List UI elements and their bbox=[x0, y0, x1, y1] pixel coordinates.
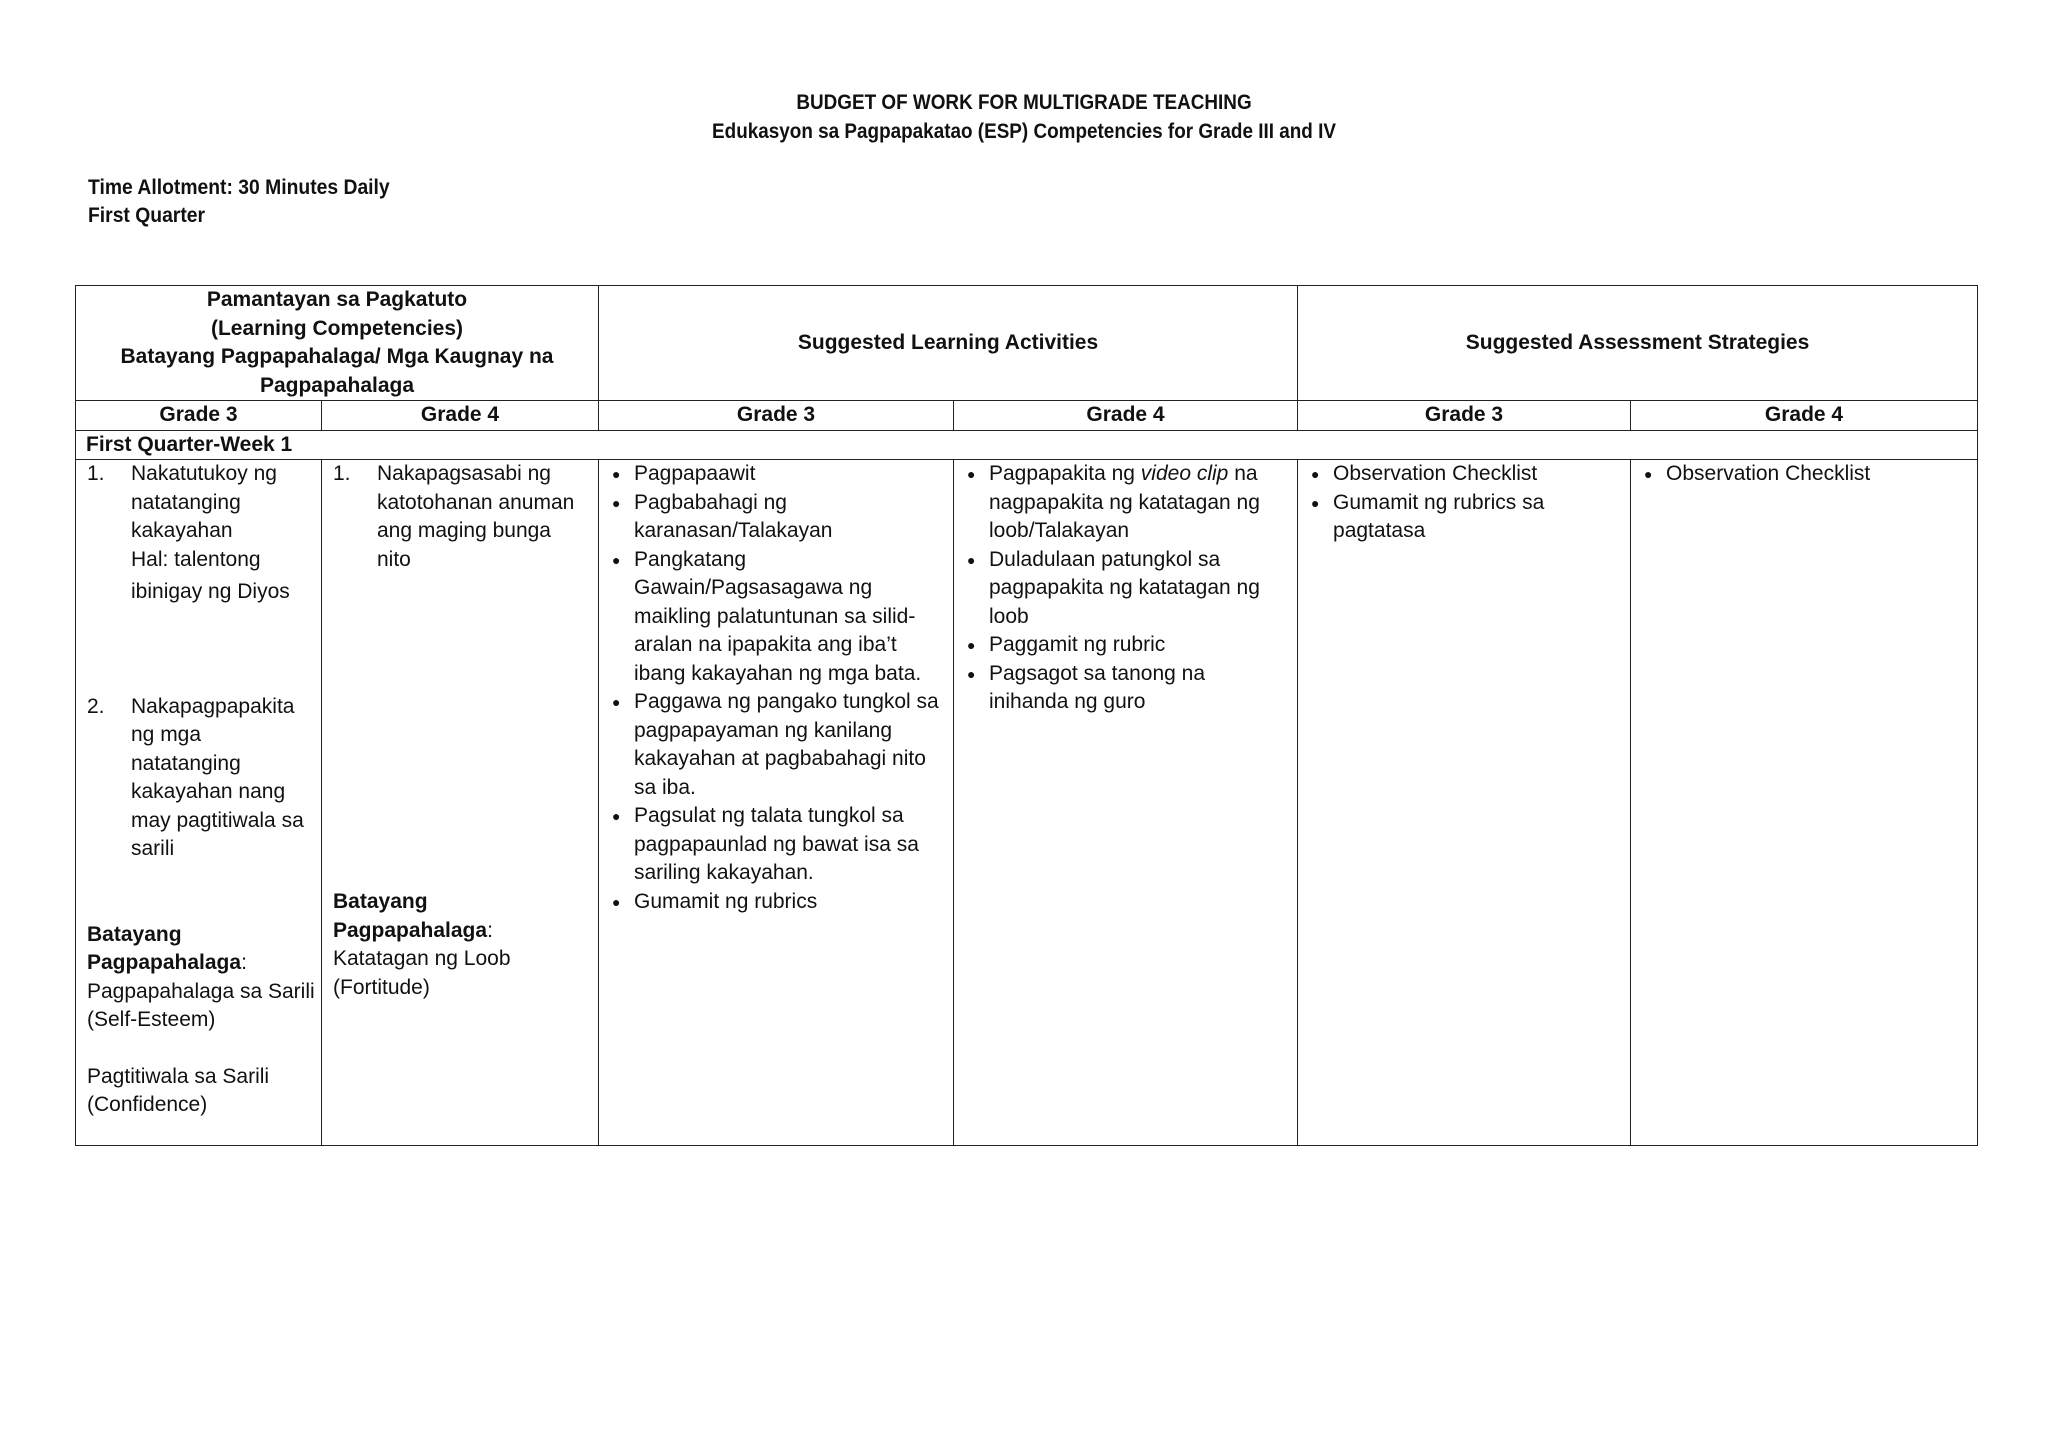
item-number: 1. bbox=[87, 462, 105, 485]
list-item: ● Pagsagot sa tanong na inihanda ng guro bbox=[967, 661, 1206, 713]
list-item: ● Pagbabahagi ng karanasan/Talakayan bbox=[612, 490, 833, 542]
competency-text: Nakapagsasabi ng katotohanan anuman ang maging bunga nito bbox=[377, 462, 575, 571]
competency-example-cont: ibinigay ng Diyos bbox=[131, 580, 290, 603]
list-item: ● Paggamit ng rubric bbox=[967, 633, 1166, 656]
list-item: ● Pagsulat ng talata tungkol sa pagpapaunlad ng bawat isa sa sariling kakayahan. bbox=[612, 804, 919, 884]
core-value-colon: : bbox=[487, 918, 493, 942]
competencies-grade4-cell bbox=[322, 460, 599, 1146]
core-value bbox=[333, 888, 590, 945]
header-competencies-line2: (Learning Competencies) bbox=[210, 316, 464, 340]
grade-header: Grade 3 bbox=[599, 401, 954, 431]
list-item: ● Gumamit ng rubrics sa pagtatasa bbox=[1311, 490, 1545, 542]
header-competencies-line1: Pamantayan sa Pagkatuto bbox=[206, 288, 468, 311]
grade-header: Grade 4 bbox=[1631, 401, 1978, 431]
document-meta bbox=[88, 174, 416, 230]
budget-of-work-table bbox=[75, 285, 1978, 1146]
activities-grade3-cell bbox=[599, 460, 954, 1146]
list-item: ● Duladulaan patungkol sa pagpapakita ng katatagan ng loob bbox=[967, 547, 1260, 628]
grade-header: Grade 3 bbox=[1298, 401, 1631, 431]
week-row bbox=[76, 430, 1978, 460]
activities-grade4-cell bbox=[954, 460, 1298, 1146]
assessment-list bbox=[1311, 460, 1622, 546]
competency-list bbox=[87, 693, 315, 864]
activity-list bbox=[612, 460, 945, 916]
competency-text: Nakapagpapakita ng mga natatanging kakayahan nang may pagtitiwala sa sarili bbox=[131, 694, 304, 860]
item-number: 2. bbox=[87, 694, 105, 718]
core-value-item: Pagpapahalaga sa Sarili (Self-Esteem) bbox=[87, 979, 315, 1031]
list-item: ● Pagpapakita ng video clip na nagpapakita ng katatagan ng loob/Talakayan bbox=[967, 462, 1260, 542]
core-value-item: Pagtitiwala sa Sarili (Confidence) bbox=[87, 1064, 270, 1116]
competencies-grade3-cell bbox=[76, 460, 322, 1146]
activity-list bbox=[967, 460, 1289, 717]
core-value-colon: : bbox=[241, 951, 247, 974]
week-label: First Quarter-Week 1 bbox=[76, 430, 1978, 460]
grade-header: Grade 3 bbox=[76, 401, 322, 431]
core-value bbox=[87, 921, 315, 978]
list-item: ● Observation Checklist bbox=[1311, 462, 1538, 485]
list-item: ● Pagpapaawit bbox=[612, 462, 756, 485]
core-value-label: Batayang Pagpapahalaga bbox=[333, 890, 488, 942]
quarter-label: First Quarter bbox=[88, 204, 206, 227]
competency-example: Hal: talentong bbox=[131, 547, 261, 571]
header-competencies-line3: Batayang Pagpapahalaga/ Mga Kaugnay na Pagpapahalaga bbox=[120, 345, 554, 397]
grade-header: Grade 4 bbox=[954, 401, 1298, 431]
core-value-item: Katatagan ng Loob (Fortitude) bbox=[333, 947, 511, 999]
page-header bbox=[0, 88, 2048, 146]
assessment-grade4-cell bbox=[1631, 460, 1978, 1146]
grade-header: Grade 4 bbox=[322, 401, 599, 431]
competency-list bbox=[333, 460, 590, 574]
core-value-label: Batayang Pagpapahalaga bbox=[87, 922, 242, 974]
list-item bbox=[333, 460, 590, 574]
grade-header-row bbox=[76, 401, 1978, 431]
list-item bbox=[87, 693, 315, 864]
content-row bbox=[76, 460, 1978, 1146]
list-item: ● Gumamit ng rubrics bbox=[612, 889, 818, 913]
header-competencies bbox=[76, 286, 599, 401]
time-allotment: Time Allotment: 30 Minutes Daily bbox=[88, 176, 390, 199]
list-item: ● Paggawa ng pangako tungkol sa pagpapayaman ng kanilang kakayahan at pagbabahagi nito sa iba. bbox=[612, 690, 939, 799]
competency-list bbox=[87, 460, 315, 607]
list-item: ● Observation Checklist bbox=[1644, 462, 1871, 485]
table-header-row bbox=[76, 286, 1978, 401]
assessment-grade3-cell bbox=[1298, 460, 1631, 1146]
header-activities: Suggested Learning Activities bbox=[599, 286, 1298, 401]
assessment-list bbox=[1644, 460, 1969, 489]
document-subtitle: Edukasyon sa Pagpapakatao (ESP) Competencies for Grade III and IV bbox=[712, 120, 1336, 143]
document-title: BUDGET OF WORK FOR MULTIGRADE TEACHING bbox=[796, 91, 1252, 114]
item-number: 1. bbox=[333, 462, 351, 485]
list-item: ● Pangkatang Gawain/Pagsasagawa ng maikling palatuntunan sa silid-aralan na ipapakita ang iba’t ibang kakayahan ng mga bata. bbox=[612, 547, 922, 685]
header-assessment: Suggested Assessment Strategies bbox=[1298, 286, 1978, 401]
list-item bbox=[87, 460, 315, 607]
competency-text: Nakatutukoy ng natatanging kakayahan bbox=[131, 462, 277, 542]
